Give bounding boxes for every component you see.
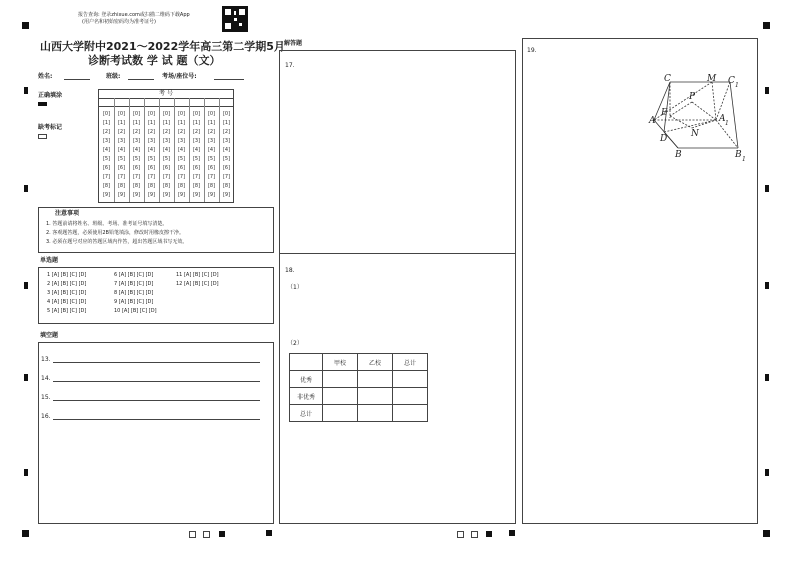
blank-label-13: 13. <box>41 356 51 363</box>
exam-digit-bubble[interactable]: [4] <box>147 147 156 153</box>
qr-code-icon <box>222 6 248 32</box>
alignment-mark <box>765 282 769 289</box>
exam-digit-bubble[interactable]: [2] <box>102 129 111 135</box>
table-cell[interactable] <box>358 388 393 405</box>
table-row <box>290 405 428 422</box>
table-row <box>290 388 428 405</box>
table-cell[interactable] <box>358 371 393 388</box>
figure-label: B <box>675 150 682 160</box>
exam-number-header: 考 号 <box>99 90 233 99</box>
table-row <box>290 371 428 388</box>
notes-item: 2. 客观题答题，必须使用2B铅笔填涂，修改时用橡皮擦干净。 <box>46 230 184 236</box>
fill-blank-box <box>38 342 274 524</box>
figure-label: A <box>649 116 656 126</box>
exam-digit-bubble[interactable]: [3] <box>102 138 111 144</box>
alignment-mark <box>24 374 28 381</box>
alignment-mark <box>22 530 29 537</box>
figure-label: N <box>691 129 699 139</box>
choice-row[interactable]: 7 [A] [B] [C] [D] <box>114 281 154 287</box>
exam-digit-bubble[interactable]: [2] <box>222 129 231 135</box>
figure-label: C <box>728 76 735 86</box>
choice-row[interactable]: 12 [A] [B] [C] [D] <box>176 281 219 287</box>
page-title: 山西大学附中2021～2022学年高三第二学期5月 <box>40 40 285 53</box>
exam-digit-bubble[interactable]: [0] <box>207 111 216 117</box>
table-cell: 优秀 <box>290 371 323 388</box>
fill-blank-title: 填空题 <box>40 332 59 339</box>
exam-digit-bubble[interactable]: [0] <box>102 111 111 117</box>
table-cell[interactable] <box>393 371 428 388</box>
exam-digit-bubble[interactable]: [4] <box>177 147 186 153</box>
exam-digit-bubble[interactable]: [9] <box>117 192 126 198</box>
table-header-cell <box>290 354 323 371</box>
exam-digit-bubble[interactable]: [9] <box>192 192 201 198</box>
blank-line-14[interactable] <box>53 381 260 382</box>
figure-label: A <box>719 114 726 124</box>
alignment-mark <box>765 469 769 476</box>
exam-digit-bubble[interactable]: [8] <box>207 183 216 189</box>
exam-digit-bubble[interactable]: [0] <box>177 111 186 117</box>
notes-item: 1. 答题前请将姓名、班级、考场、准考证号填写清楚。 <box>46 221 168 227</box>
exam-digit-bubble[interactable]: [7] <box>147 174 156 180</box>
name-field[interactable] <box>64 79 90 80</box>
choice-row[interactable]: 10 [A] [B] [C] [D] <box>114 308 157 314</box>
table-header-cell: 总计 <box>393 354 428 371</box>
exam-digit-bubble[interactable]: [1] <box>222 120 231 126</box>
exam-digit-bubble[interactable]: [7] <box>177 174 186 180</box>
exam-digit-bubble[interactable]: [8] <box>177 183 186 189</box>
exam-digit-bubble[interactable]: [7] <box>222 174 231 180</box>
alignment-mark <box>219 531 225 537</box>
exam-digit-bubble[interactable]: [8] <box>222 183 231 189</box>
exam-digit-bubble[interactable]: [7] <box>102 174 111 180</box>
prism-figure <box>640 70 760 162</box>
exam-digit-bubble[interactable]: [8] <box>162 183 171 189</box>
blank-line-16[interactable] <box>53 419 260 420</box>
exam-digit-bubble[interactable]: [5] <box>132 156 141 162</box>
exam-digit-bubble[interactable]: [9] <box>207 192 216 198</box>
table-header-cell: 乙校 <box>358 354 393 371</box>
alignment-mark <box>765 185 769 192</box>
exam-digit-bubble[interactable]: [5] <box>147 156 156 162</box>
exam-digit-bubble[interactable]: [2] <box>117 129 126 135</box>
table-cell: 总计 <box>290 405 323 422</box>
report-notice: 报告查询: 登录zhixue.com或扫描二维码下载App <box>78 12 190 18</box>
table-cell[interactable] <box>323 388 358 405</box>
question-17-label: 17. <box>285 62 295 69</box>
exam-digit-bubble[interactable]: [8] <box>132 183 141 189</box>
exam-digit-bubble[interactable]: [6] <box>207 165 216 171</box>
exam-digit-bubble[interactable]: [7] <box>132 174 141 180</box>
alignment-mark <box>486 531 492 537</box>
exam-digit-bubble[interactable]: [1] <box>132 120 141 126</box>
blank-label-16: 16. <box>41 413 51 420</box>
alignment-mark <box>24 185 28 192</box>
exam-digit-bubble[interactable]: [5] <box>192 156 201 162</box>
exam-digit-bubble[interactable]: [7] <box>117 174 126 180</box>
exam-digit-bubble[interactable]: [9] <box>102 192 111 198</box>
exam-digit-bubble[interactable]: [7] <box>162 174 171 180</box>
table-cell[interactable] <box>323 405 358 422</box>
class-label: 班级: <box>106 73 121 80</box>
room-label: 考场/座位号: <box>162 73 197 80</box>
choice-row[interactable]: 8 [A] [B] [C] [D] <box>114 290 154 296</box>
table-header-cell: 甲校 <box>323 354 358 371</box>
exam-number-grid <box>98 89 234 203</box>
class-field[interactable] <box>128 79 154 80</box>
exam-digit-bubble[interactable]: [6] <box>132 165 141 171</box>
exam-digit-bubble[interactable]: [9] <box>132 192 141 198</box>
exam-digit-bubble[interactable]: [6] <box>147 165 156 171</box>
answer-title: 解答题 <box>284 40 303 47</box>
absent-mark-checkbox[interactable] <box>38 134 47 139</box>
alignment-mark <box>24 469 28 476</box>
figure-label: B <box>735 150 742 160</box>
question-19-label: 19. <box>527 47 537 54</box>
exam-digit-bubble[interactable]: [3] <box>222 138 231 144</box>
exam-digit-bubble[interactable]: [6] <box>177 165 186 171</box>
table-cell[interactable] <box>358 405 393 422</box>
contingency-table <box>289 353 428 422</box>
choice-row[interactable]: 2 [A] [B] [C] [D] <box>47 281 87 287</box>
figure-label: 1 <box>735 82 739 89</box>
exam-digit-bubble[interactable]: [8] <box>192 183 201 189</box>
exam-digit-bubble[interactable]: [0] <box>132 111 141 117</box>
exam-digit-bubble[interactable]: [2] <box>147 129 156 135</box>
correct-fill-label: 正确填涂 <box>38 92 63 99</box>
alignment-mark <box>24 282 28 289</box>
exam-digit-bubble[interactable]: [0] <box>222 111 231 117</box>
alignment-mark <box>509 530 515 536</box>
answer-box-17[interactable] <box>279 50 516 254</box>
exam-digit-bubble[interactable]: [3] <box>192 138 201 144</box>
exam-digit-bubble[interactable]: [0] <box>162 111 171 117</box>
blank-label-15: 15. <box>41 394 51 401</box>
choice-row[interactable]: 4 [A] [B] [C] [D] <box>47 299 87 305</box>
exam-digit-bubble[interactable]: [4] <box>117 147 126 153</box>
exam-digit-bubble[interactable]: [4] <box>162 147 171 153</box>
exam-digit-bubble[interactable]: [9] <box>177 192 186 198</box>
exam-digit-bubble[interactable]: [5] <box>117 156 126 162</box>
choice-row[interactable]: 3 [A] [B] [C] [D] <box>47 290 87 296</box>
exam-digit-bubble[interactable]: [9] <box>222 192 231 198</box>
exam-digit-bubble[interactable]: [3] <box>162 138 171 144</box>
exam-digit-bubble[interactable]: [3] <box>177 138 186 144</box>
exam-digit-bubble[interactable]: [8] <box>147 183 156 189</box>
exam-digit-bubble[interactable]: [7] <box>207 174 216 180</box>
exam-digit-bubble[interactable]: [6] <box>222 165 231 171</box>
exam-digit-bubble[interactable]: [3] <box>117 138 126 144</box>
exam-digit-bubble[interactable]: [6] <box>102 165 111 171</box>
choice-row[interactable]: 11 [A] [B] [C] [D] <box>176 272 219 278</box>
exam-digit-bubble[interactable]: [2] <box>162 129 171 135</box>
exam-digit-bubble[interactable]: [5] <box>222 156 231 162</box>
blank-line-15[interactable] <box>53 400 260 401</box>
exam-digit-bubble[interactable]: [2] <box>207 129 216 135</box>
exam-digit-bubble[interactable]: [4] <box>207 147 216 153</box>
figure-label: M <box>707 74 717 84</box>
table-cell[interactable] <box>323 371 358 388</box>
notes-item: 3. 必须在题号对应的答题区域内作答，超出答题区域书写无效。 <box>46 239 188 245</box>
alignment-mark <box>763 530 770 537</box>
exam-digit-bubble[interactable]: [8] <box>117 183 126 189</box>
page-marker <box>471 531 478 538</box>
exam-digit-bubble[interactable]: [4] <box>132 147 141 153</box>
table-cell[interactable] <box>393 405 428 422</box>
exam-digit-bubble[interactable]: [8] <box>102 183 111 189</box>
exam-digit-bubble[interactable]: [6] <box>192 165 201 171</box>
exam-digit-bubble[interactable]: [1] <box>147 120 156 126</box>
blank-line-13[interactable] <box>53 362 260 363</box>
alignment-mark <box>266 530 272 536</box>
choice-row[interactable]: 6 [A] [B] [C] [D] <box>114 272 154 278</box>
exam-digit-bubble[interactable]: [3] <box>207 138 216 144</box>
figure-label: 1 <box>725 120 729 127</box>
alignment-mark <box>24 87 28 94</box>
exam-digit-bubble[interactable]: [4] <box>102 147 111 153</box>
page-subtitle: 诊断考试数 学 试 题（文） <box>88 54 221 67</box>
exam-digit-bubble[interactable]: [0] <box>192 111 201 117</box>
exam-digit-bubble[interactable]: [1] <box>207 120 216 126</box>
exam-number-write-row[interactable] <box>99 98 233 107</box>
exam-digit-bubble[interactable]: [5] <box>177 156 186 162</box>
absent-mark-label: 缺考标记 <box>38 124 63 131</box>
choice-row[interactable]: 5 [A] [B] [C] [D] <box>47 308 87 314</box>
exam-digit-bubble[interactable]: [7] <box>192 174 201 180</box>
name-label: 姓名: <box>38 73 53 80</box>
exam-digit-bubble[interactable]: [5] <box>162 156 171 162</box>
exam-digit-bubble[interactable]: [1] <box>117 120 126 126</box>
blank-label-14: 14. <box>41 375 51 382</box>
page-marker <box>457 531 464 538</box>
figure-label: E <box>661 108 668 118</box>
exam-digit-bubble[interactable]: [2] <box>177 129 186 135</box>
exam-digit-bubble[interactable]: [9] <box>147 192 156 198</box>
question-18-part1: （1） <box>287 284 303 291</box>
figure-label: C <box>664 74 671 84</box>
exam-digit-bubble[interactable]: [0] <box>147 111 156 117</box>
exam-digit-bubble[interactable]: [6] <box>162 165 171 171</box>
exam-digit-bubble[interactable]: [4] <box>192 147 201 153</box>
exam-digit-bubble[interactable]: [5] <box>207 156 216 162</box>
exam-digit-bubble[interactable]: [3] <box>147 138 156 144</box>
table-cell: 非优秀 <box>290 388 323 405</box>
exam-digit-bubble[interactable]: [1] <box>102 120 111 126</box>
correct-fill-sample <box>38 102 47 106</box>
figure-label: D <box>660 134 668 144</box>
choice-row[interactable]: 1 [A] [B] [C] [D] <box>47 272 87 278</box>
page-marker <box>189 531 196 538</box>
figure-label: P <box>689 92 696 102</box>
exam-digit-bubble[interactable]: [1] <box>177 120 186 126</box>
exam-digit-bubble[interactable]: [1] <box>162 120 171 126</box>
alignment-mark <box>765 87 769 94</box>
room-field[interactable] <box>214 79 244 80</box>
alignment-mark <box>765 374 769 381</box>
report-notice-sub: (用户名和初始密码均为准考证号) <box>82 19 156 25</box>
choice-row[interactable]: 9 [A] [B] [C] [D] <box>114 299 154 305</box>
page-marker <box>203 531 210 538</box>
figure-label: 1 <box>742 156 746 162</box>
alignment-mark <box>763 22 770 29</box>
exam-digit-bubble[interactable]: [3] <box>132 138 141 144</box>
question-18-part2: （2） <box>287 340 303 347</box>
exam-digit-bubble[interactable]: [1] <box>192 120 201 126</box>
question-18-label: 18. <box>285 267 295 274</box>
single-choice-title: 单选题 <box>40 257 59 264</box>
table-cell[interactable] <box>393 388 428 405</box>
notes-title: 注意事项 <box>55 210 80 217</box>
exam-digit-bubble[interactable]: [2] <box>132 129 141 135</box>
exam-digit-bubble[interactable]: [9] <box>162 192 171 198</box>
exam-digit-bubble[interactable]: [5] <box>102 156 111 162</box>
alignment-mark <box>22 22 29 29</box>
exam-digit-bubble[interactable]: [4] <box>222 147 231 153</box>
exam-digit-bubble[interactable]: [0] <box>117 111 126 117</box>
exam-digit-bubble[interactable]: [2] <box>192 129 201 135</box>
exam-digit-bubble[interactable]: [6] <box>117 165 126 171</box>
